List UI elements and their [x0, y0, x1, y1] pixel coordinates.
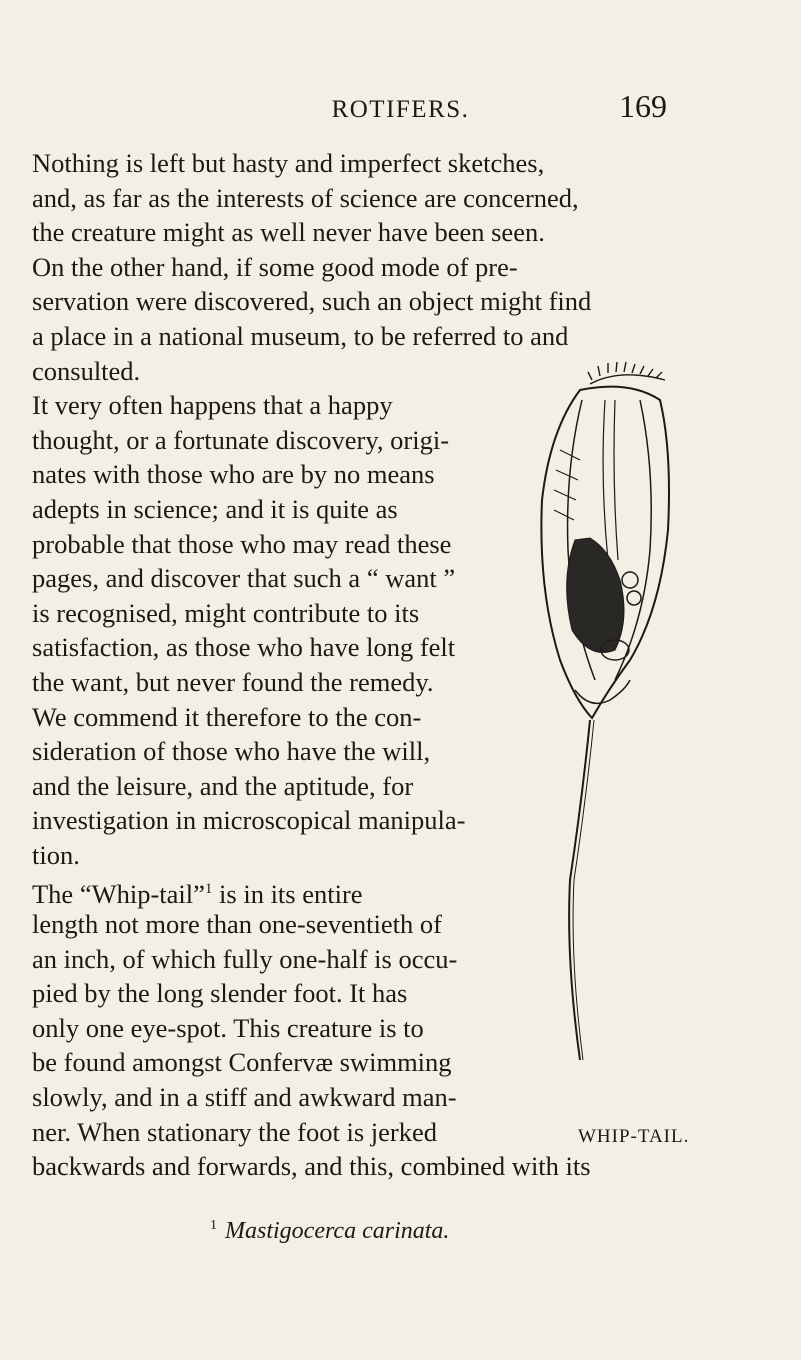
text-line: thought, or a fortunate discovery, origi-: [32, 424, 450, 455]
figure-caption: WHIP-TAIL.: [578, 1126, 690, 1147]
text-line: It very often happens that a happy: [32, 390, 393, 421]
text-line: sideration of those who have the will,: [32, 736, 431, 767]
whip-tail-illustration: [520, 360, 720, 1080]
page-header: [0, 88, 801, 136]
footnote-reference: 1: [204, 881, 213, 898]
footnote-text: Mastigocerca carinata.: [225, 1218, 450, 1244]
text-line: investigation in microscopical manipula-: [32, 805, 466, 836]
text-line: pages, and discover that such a “ want ”: [32, 563, 456, 594]
text-line: We commend it therefore to the con-: [32, 701, 422, 732]
footnote: [210, 1218, 449, 1245]
text-line: satisfaction, as those who have long felt: [32, 632, 456, 663]
text-line: tion.: [32, 839, 80, 870]
text-line: On the other hand, if some good mode of pre-: [32, 251, 518, 282]
text-line: the want, but never found the remedy.: [32, 666, 434, 697]
text-line: ner. When stationary the foot is jerked: [32, 1116, 437, 1147]
text-line: be found amongst Confervæ swimming: [32, 1047, 452, 1078]
text-line: adepts in science; and it is quite as: [32, 493, 398, 524]
eye-spot-icon: [622, 572, 638, 588]
text-line: servation were discovered, such an object might find: [32, 286, 592, 317]
text-line: only one eye-spot. This creature is to: [32, 1012, 424, 1043]
whip-tail-phrase: The “Whip-tail”: [32, 879, 205, 910]
text-line: the creature might as well never have been seen.: [32, 217, 545, 248]
text-line: [32, 872, 572, 910]
footnote-marker: 1: [210, 1218, 217, 1233]
text-line: backwards and forwards, and this, combined with its: [32, 1151, 591, 1182]
text-line: length not more than one-seventieth of: [32, 909, 442, 940]
text-line: is recognised, might contribute to its: [32, 597, 420, 628]
text-line: slowly, and in a stiff and awkward man-: [32, 1082, 457, 1113]
text-line: and the leisure, and the aptitude, for: [32, 770, 414, 801]
running-title: ROTIFERS.: [331, 96, 470, 123]
text-line: an inch, of which fully one-half is occu-: [32, 943, 458, 974]
text-line: consulted.: [32, 355, 141, 386]
text-fragment: is in its entire: [219, 879, 363, 910]
text-line: a place in a national museum, to be referred to and: [32, 320, 569, 351]
cilia-crown: [588, 362, 665, 384]
text-line: Nothing is left but hasty and imperfect sketches,: [32, 148, 545, 178]
mastax: [567, 538, 624, 653]
page-number: 169: [619, 88, 667, 124]
text-line: pied by the long slender foot. It has: [32, 978, 408, 1009]
text-line: nates with those who are by no means: [32, 459, 435, 490]
tail-foot: [569, 720, 590, 1060]
body-text: [32, 146, 592, 1184]
text-line: and, as far as the interests of science are concerned,: [32, 182, 579, 213]
rotifer-drawing: [520, 360, 720, 1080]
text-line: probable that those who may read these: [32, 528, 452, 559]
